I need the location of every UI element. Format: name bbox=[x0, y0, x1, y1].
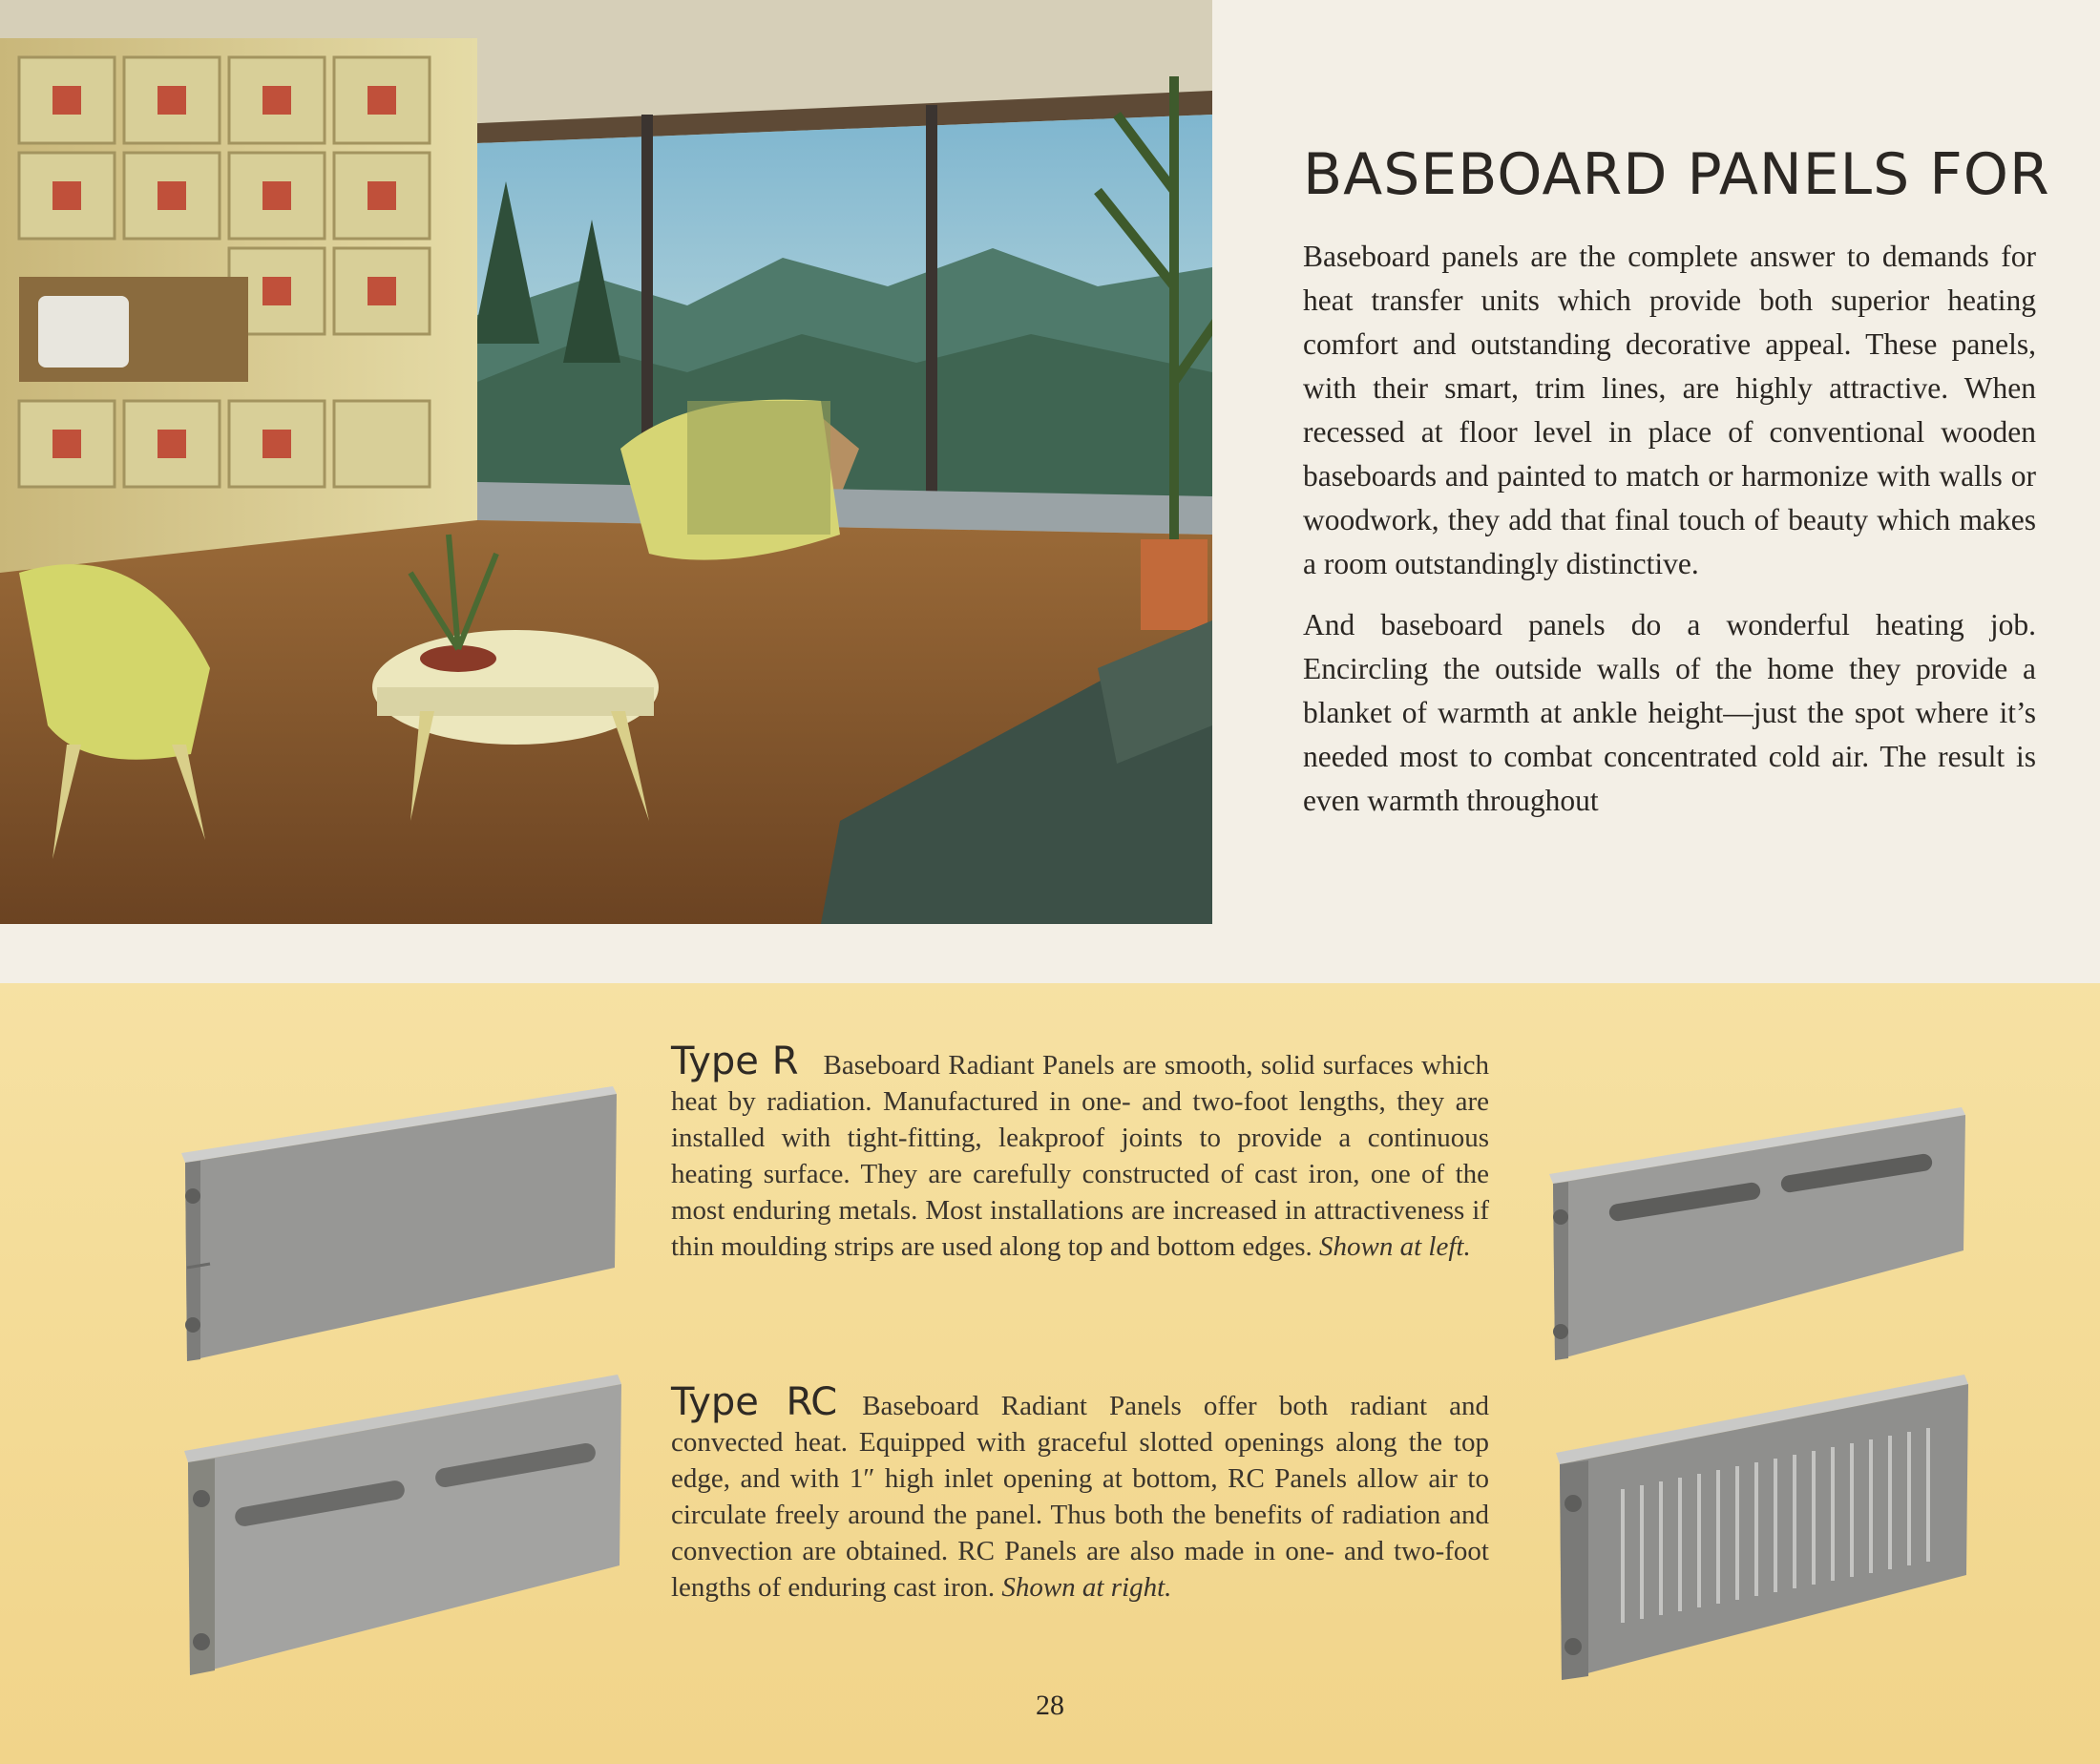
type-rc-finned-panel-image bbox=[1546, 1375, 1971, 1680]
page-number: 28 bbox=[1036, 1690, 1064, 1721]
type-rc-description bbox=[671, 1380, 1490, 1606]
type-rc-text: Baseboard Radiant Panels offer both radiant and convected heat. Equipped with graceful slotted openings along the top edge, and with 1″ high inlet opening at bottom, RC Panels allow air to circulate freely around the panel. Thus both the benefits of radiation and convection are obtained. RC Panels are also made in one- and two-foot lengths of enduring cast iron. bbox=[671, 1391, 1490, 1603]
type-r-label: Type R bbox=[671, 1040, 799, 1083]
type-r-panel-drawing bbox=[172, 1086, 620, 1361]
type-r-shown-note: Shown at left. bbox=[1319, 1231, 1471, 1262]
type-rc-front-panel-drawing bbox=[1542, 1107, 1971, 1360]
type-rc-finned-panel-drawing bbox=[1546, 1375, 1971, 1680]
living-room-illustration bbox=[0, 0, 1212, 924]
intro-column bbox=[1303, 141, 2050, 840]
intro-paragraph-2: And baseboard panels do a wonderful heating job. Encircling the outside walls of the home they provide a blanket of warmth at ankle height—just the spot where it’s needed most to combat concentrated cold air. The result is even warmth throughout bbox=[1303, 608, 2036, 817]
type-rc-back-panel-drawing bbox=[177, 1375, 625, 1675]
type-r-panel-image bbox=[172, 1086, 620, 1361]
headline: BASEBOARD PANELS FOR bbox=[1303, 141, 2050, 208]
type-rc-label: Type RC bbox=[671, 1380, 838, 1424]
type-r-description bbox=[671, 1040, 1490, 1265]
type-r-text: Baseboard Radiant Panels are smooth, solid surfaces which heat by radiation. Manufactured in one- and two-foot lengths, they are installed with tight-fitting, leakproof joints to provide a continuous heating surface. They are carefully constructed of cast iron, one of the most enduring metals. Most installations are increased in attractiveness if thin moulding strips are used along top and bottom edges. bbox=[671, 1050, 1490, 1262]
type-rc-back-panel-image bbox=[177, 1375, 625, 1675]
intro-paragraph-1: Baseboard panels are the complete answer to demands for heat transfer units which provide both superior heating comfort and outstanding decorative appeal. These panels, with their smart, trim lines, are highly attractive. When recessed at floor level in place of conventional wooden baseboards and painted to match or harmonize with walls or woodwork, they add that final touch of beauty which makes a room outstandingly distinctive. bbox=[1303, 240, 2036, 580]
type-rc-front-panel-image bbox=[1542, 1107, 1971, 1360]
living-room-drawing bbox=[0, 0, 1212, 924]
type-rc-shown-note: Shown at right. bbox=[1001, 1572, 1172, 1603]
